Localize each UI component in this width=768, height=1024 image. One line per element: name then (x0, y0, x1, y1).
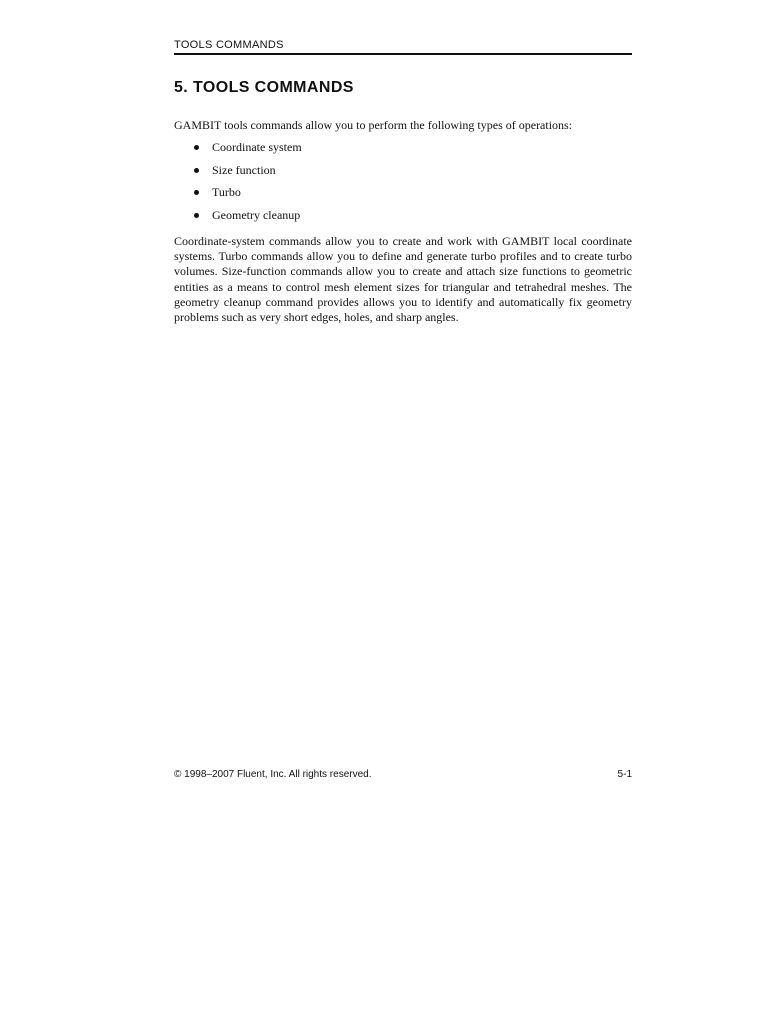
list-item (174, 185, 632, 208)
list-item-label: Turbo (212, 185, 241, 199)
document-page (174, 0, 632, 1024)
body-paragraph: Coordinate-system commands allow you to create and work with GAMBIT local coordinate systems. Turbo commands allow you to define and generate turbo profiles and to create turbo volumes. Size-function commands allow you to create and attach size functions to geometric entities as a means to control mesh element sizes for triangular and tetrahedral meshes. The geometry cleanup command provides allows you to identify and automatically fix geometry problems such as very short edges, holes, and sharp angles. (174, 234, 632, 325)
list-item-label: Coordinate system (212, 140, 302, 154)
bullet-icon (194, 145, 199, 150)
chapter-title: 5. TOOLS COMMANDS (174, 79, 354, 96)
copyright-notice: © 1998–2007 Fluent, Inc. All rights reserved. (174, 769, 372, 780)
bullet-icon (194, 213, 199, 218)
list-item (174, 208, 632, 231)
list-item-label: Size function (212, 162, 276, 177)
bullet-icon (194, 168, 199, 173)
running-header: TOOLS COMMANDS (174, 39, 284, 51)
list-item-label: Geometry cleanup (212, 207, 301, 222)
page-number: 5-1 (617, 769, 632, 780)
list-item (174, 140, 632, 163)
page-footer (174, 768, 632, 782)
list-item (174, 163, 632, 186)
operations-list (174, 140, 632, 230)
header-rule (174, 53, 632, 55)
intro-paragraph: GAMBIT tools commands allow you to perform the following types of operations: (174, 118, 573, 132)
bullet-icon (194, 190, 199, 195)
